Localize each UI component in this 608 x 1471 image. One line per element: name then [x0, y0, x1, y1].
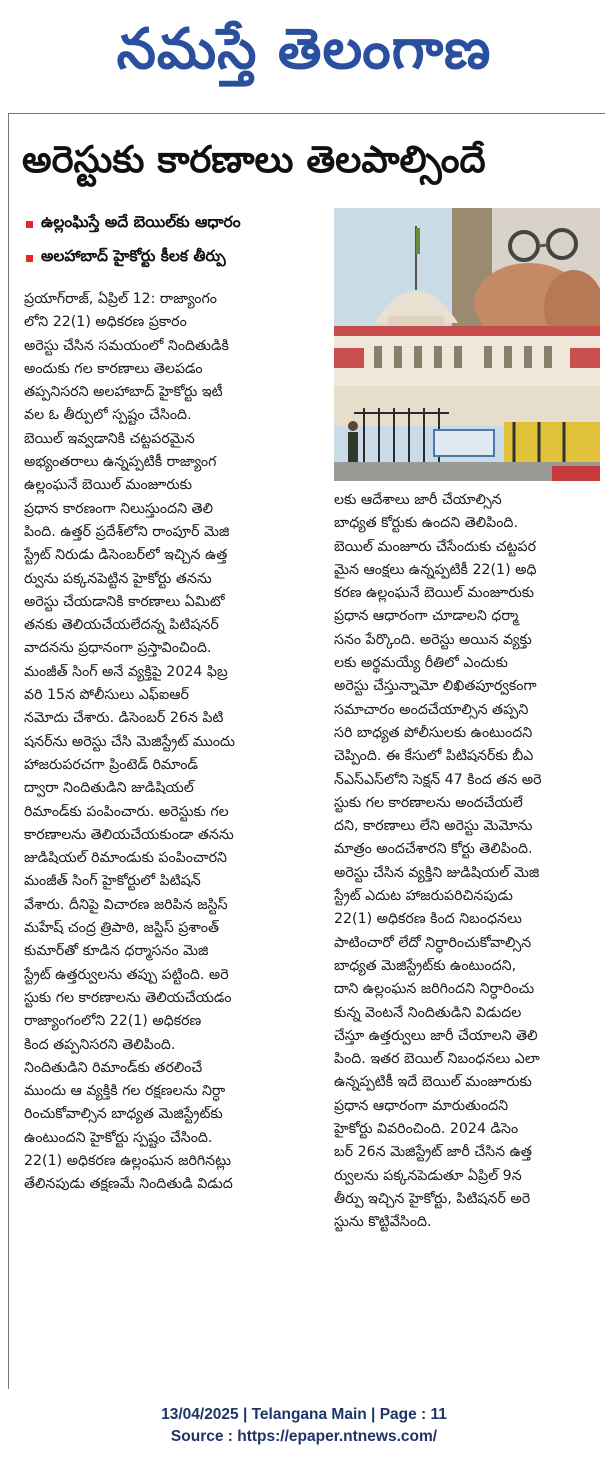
- article-text-line: స్టును కొట్టివేసింది.: [334, 1214, 432, 1231]
- article-text-line: ప్రయాగ్‌రాజ్, ఏప్రిల్ 12: రాజ్యాంగం: [24, 291, 217, 307]
- footer-edition-line: 13/04/2025 | Telangana Main | Page : 11: [161, 1406, 447, 1423]
- article-text-line: అరెస్టు చేసిన వ్యక్తిని జుడిషియల్ మెజి: [334, 864, 540, 881]
- article-text-line: కున్న వెంటనే నిందితుడిని విడుదల: [334, 1004, 522, 1021]
- article-text-line: బాధ్యత మెజిస్ట్రేట్‌కు ఉంటుందని,: [334, 957, 517, 974]
- article-text-line: కారణాలను తెలియచేయకుండా తనను: [24, 826, 234, 843]
- article-text-line: ప్రధాన ఆధారంగా చూడాలని ధర్మా: [334, 608, 519, 625]
- article-text-line: పాటించారో లేదో నిర్ధారించుకోవాల్సిన: [334, 934, 532, 951]
- article-text-line: ఉంటుందని హైకోర్టు స్పష్టం చేసింది.: [24, 1129, 213, 1146]
- article-text-line: స్ట్రేట్ ఎదుట హాజరుపరిచినపుడు: [334, 888, 513, 905]
- article-text-line: స్ట్రేట్ ఉత్తర్వులను తప్పు పట్టింది. అరె: [24, 966, 229, 983]
- article-text-line: మహేష్ చంద్ర త్రిపాఠి, జస్టిస్ ప్రశాంత్: [24, 920, 219, 937]
- subheading-bullets: [26, 207, 326, 275]
- article-text-line: 22(1) అధికరణ కింద నిబంధనలు: [334, 911, 522, 928]
- article-text-line: స్ట్రేట్ నిరుడు డిసెంబర్‌లో ఇచ్చిన ఉత్త: [24, 547, 228, 564]
- article-text-line: రిమాండ్‌కు పంపించారు. అరెస్టుకు గల: [24, 803, 229, 820]
- article-text-line: పింది. ఇతర బెయిల్ నిబంధనలు ఎలా: [334, 1051, 540, 1068]
- article-text-line: ద్వారా నిందితుడిని జుడిషియల్: [24, 780, 194, 797]
- article-text-line: 22(1) అధికరణ ఉల్లంఘన జరిగినట్లు: [24, 1152, 232, 1169]
- article-text-line: తేలినపుడు తక్షణమే నిందితుడి విడుద: [24, 1176, 233, 1193]
- article-text-line: రాజ్యాంగంలోని 22(1) అధికరణ: [24, 1013, 202, 1030]
- article-text-line: ప్రధాన కారణంగా నిలుస్తుందని తెలి: [24, 500, 213, 517]
- article-text-line: బెయిల్ మంజూరు చేసేందుకు చట్టపర: [334, 538, 537, 555]
- article-text-line: మంజీత్ సింగ్ అనే వ్యక్తిపై 2024 ఫిబ్ర: [24, 663, 228, 680]
- masthead: [0, 0, 608, 100]
- article-text-line: లకు అర్థమయ్యే రీతిలో ఎందుకు: [334, 655, 508, 672]
- article-text-line: తప్పనిసరని అలహాబాద్ హైకోర్టు ఇటీ: [24, 384, 223, 401]
- article-text-line: తనకు తెలియచేయలేదన్న పిటిషనర్: [24, 617, 219, 634]
- article-text-line: న్ఎస్ఎస్‌లోని సెక్షన్ 47 కింద తన అరె: [334, 771, 542, 788]
- article-text-line: ముందు ఆ వ్యక్తికి గల రక్షణలను నిర్ధా: [24, 1083, 226, 1100]
- article-text-line: కరణ ఉల్లంఘనే బెయిల్ మంజూరుకు: [334, 585, 535, 602]
- article-text-line: లకు ఆదేశాలు జారీ చేయాల్సిన: [334, 492, 502, 508]
- red-square-icon: [26, 255, 33, 262]
- article-text-line: ఉన్నప్పటికీ ఇదే బెయిల్ మంజూరుకు: [334, 1074, 532, 1091]
- article-text-line: నమోదు చేశారు. డిసెంబర్ 26న పిటి: [24, 710, 224, 727]
- article-text-line: చెప్పింది. ఈ కేసులో పిటిషనర్‌కు బీఎ: [334, 748, 534, 765]
- article-text-line: ర్వును పక్కనపెట్టిన హైకోర్టు తనను: [24, 570, 212, 587]
- footer-source-line: Source : https://epaper.ntnews.com/: [170, 1428, 438, 1445]
- article-text-line: పింది. ఉత్తర్ ప్రదేశ్‌లోని రాంపూర్ మెజి: [24, 523, 230, 540]
- article-text-line: హైకోర్టు వివరించింది. 2024 డిసెం: [334, 1121, 519, 1138]
- article-text-line: అభ్యంతరాలు ఉన్నప్పటికీ రాజ్యాంగ: [24, 454, 217, 471]
- article-text-line: లోని 22(1) అధికరణ ప్రకారం: [24, 314, 187, 331]
- article-text-line: అరెస్టు చేస్తున్నామో లిఖితపూర్వకంగా: [334, 678, 537, 695]
- article-text-line: నిందితుడిని రిమాండ్‌కు తరలించే: [24, 1059, 203, 1076]
- article-text-line: స్టుకు గల కారణాలను అందచేయలే: [334, 794, 523, 811]
- newspaper-logo: నమస్తే తెలంగాణ: [116, 17, 492, 82]
- article-text-line: జుడిషియల్ రిమాండుకు పంపించారని: [24, 850, 227, 867]
- article-text-line: బెయిల్ ఇవ్వడానికి చట్టపరమైన: [24, 430, 195, 447]
- article-text-line: షనర్‌ను అరెస్టు చేసి మెజిస్ట్రేట్ ముందు: [24, 733, 235, 750]
- article-text-line: దని, కారణాలు లేని అరెస్టు మెమోను: [334, 818, 533, 835]
- article-text-line: బర్ 26న మెజిస్ట్రేట్ జారీ చేసిన ఉత్త: [334, 1144, 532, 1161]
- bullet-text: అలహాబాద్ హైకోర్టు కీలక తీర్పు: [41, 247, 226, 265]
- article-text-line: ర్వులను పక్కనపెడుతూ ఏప్రిల్ 9న: [334, 1167, 522, 1184]
- article-column-right: [334, 489, 602, 1235]
- article-text-line: మైన ఆంక్షలు ఉన్నప్పటికీ 22(1) అధి: [334, 561, 537, 578]
- article-headline: అరెస్టుకు కారణాలు తెలపాల్సిందే: [22, 138, 486, 181]
- article-text-line: సనం పేర్కొంది. అరెస్టు అయిన వ్యక్తు: [334, 631, 532, 648]
- bullet-text: ఉల్లంఘిస్తే అదే బెయిల్‌కు ఆధారం: [41, 213, 241, 231]
- article-text-line: వేశారు. దీనిపై విచారణ జరిపిన జస్టిస్: [24, 896, 228, 913]
- article-text-line: మాత్రం అందచేశారని కోర్టు తెలిపింది.: [334, 841, 533, 858]
- article-text-line: సమాచారం అందచేయాల్సిన తప్పని: [334, 701, 529, 718]
- article-text-line: కింద తప్పనిసరని తెలిపింది.: [24, 1036, 176, 1053]
- article-text-line: ప్రధాన ఆధారంగా మారుతుందని: [334, 1097, 509, 1114]
- article-text-line: ఉల్లంఘనే బెయిల్ మంజూరుకు: [24, 477, 192, 494]
- article-text-line: హాజరుపరచగా ప్రింటెడ్ రిమాండ్: [24, 756, 198, 773]
- article-text-line: అరెస్టు చేయడానికి కారణాలు ఏమిటో: [24, 593, 225, 610]
- article-text-line: అరెస్టు చేసిన సమయంలో నిందితుడికి: [24, 337, 229, 354]
- bullet-item: [26, 241, 326, 275]
- article-text-line: మంజీత్ సింగ్ హైకోర్టులో పిటిషన్: [24, 873, 201, 890]
- page-footer: [0, 1404, 608, 1448]
- bullet-item: [26, 207, 326, 241]
- article-column-left: [24, 288, 324, 1197]
- article-text-line: వరి 15న పోలీసులు ఎఫ్ఐఆర్: [24, 687, 189, 704]
- article-text-line: సరి బాధ్యత పోలీసులకు ఉంటుందని: [334, 724, 533, 741]
- article-text-line: కుమార్‌తో కూడిన ధర్మాసనం మెజి: [24, 943, 209, 960]
- high-court-handcuffs-photo: [334, 208, 600, 481]
- article-text-line: తీర్పు ఇచ్చిన హైకోర్టు, పిటిషనర్ అరె: [334, 1190, 531, 1207]
- article-text-line: వాదనను ప్రధానంగా ప్రస్తావించింది.: [24, 640, 212, 657]
- red-square-icon: [26, 221, 33, 228]
- article-text-line: దాని ఉల్లంఘన జరిగిందని నిర్ధారించు: [334, 981, 535, 998]
- article-text-line: చేస్తూ ఉత్తర్వులు జారీ చేయాలని తెలి: [334, 1027, 538, 1044]
- article-text-line: బాధ్యత కోర్టుకు ఉందని తెలిపింది.: [334, 515, 518, 532]
- article-text-line: స్టుకు గల కారణాలను తెలియచేయడం: [24, 989, 232, 1006]
- article-text-line: అందుకు గల కారణాలు తెలపడం: [24, 360, 203, 377]
- article-photo: [334, 208, 600, 481]
- article-text-line: వల ఓ తీర్పులో స్పష్టం చేసింది.: [24, 407, 192, 424]
- article-text-line: రించుకోవాల్సిన బాధ్యత మెజిస్ట్రేట్‌కు: [24, 1106, 223, 1123]
